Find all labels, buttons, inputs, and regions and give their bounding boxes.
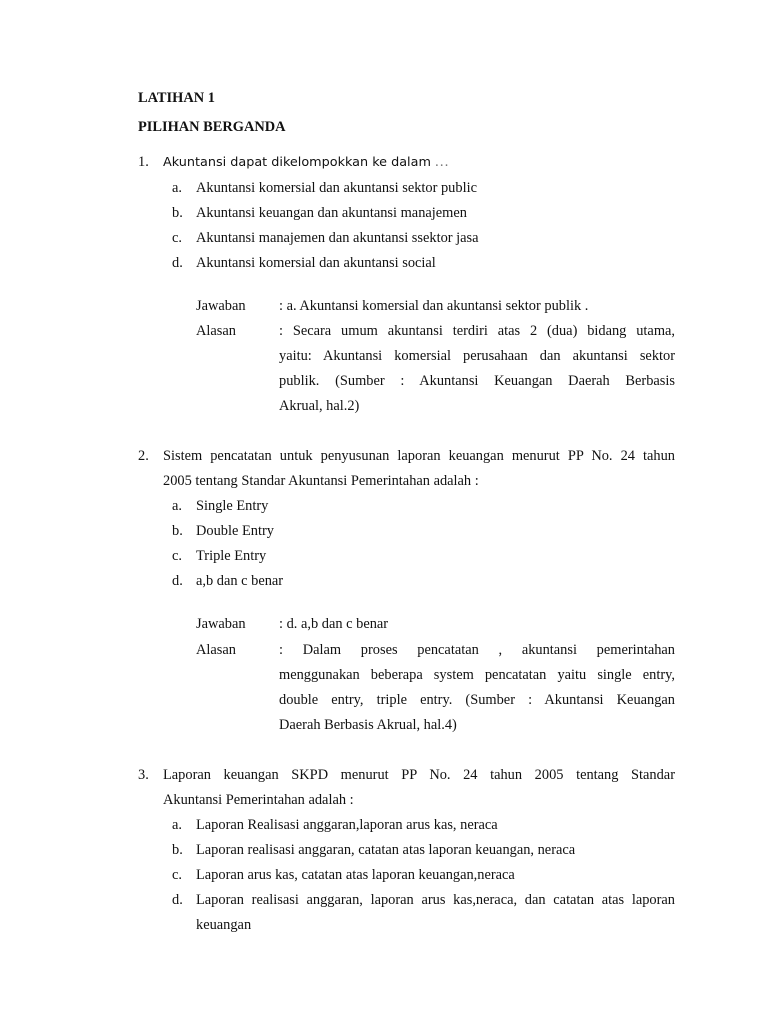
option-text: Laporan realisasi anggaran, catatan atas laporan keuangan, neraca	[196, 842, 576, 858]
option-letter: a.	[172, 180, 182, 196]
reason-label: Alasan	[196, 642, 236, 658]
question-number: 1.	[138, 154, 149, 170]
option-letter: d.	[172, 255, 183, 271]
option-text: Akuntansi manajemen dan akuntansi ssektor jasa	[196, 230, 479, 246]
option-letter: c.	[172, 548, 182, 564]
reason-line: yaitu: Akuntansi komersial perusahaan dan akuntansi sektor	[279, 348, 675, 364]
page-subtitle: PILIHAN BERGANDA	[138, 119, 286, 135]
question-text: Sistem pencatatan untuk penyusunan laporan keuangan menurut PP No. 24 tahun	[163, 448, 675, 464]
question-text: 2005 tentang Standar Akuntansi Pemerintahan adalah :	[163, 473, 479, 489]
option-text: Laporan Realisasi anggaran,laporan arus kas, neraca	[196, 817, 498, 833]
option-text: Laporan realisasi anggaran, laporan arus kas,neraca, dan catatan atas laporan	[196, 892, 675, 908]
question-number: 3.	[138, 767, 149, 783]
option-text: Akuntansi komersial dan akuntansi sektor public	[196, 180, 477, 196]
option-letter: a.	[172, 498, 182, 514]
reason-line: double entry, triple entry. (Sumber : Akuntansi Keuangan	[279, 692, 675, 708]
question-text	[163, 153, 449, 172]
answer-label: Jawaban	[196, 616, 246, 632]
answer-text: : a. Akuntansi komersial dan akuntansi sektor publik .	[279, 298, 589, 314]
reason-line: publik. (Sumber : Akuntansi Keuangan Daerah Berbasis	[279, 373, 675, 389]
reason-line: : Secara umum akuntansi terdiri atas 2 (dua) bidang utama,	[279, 323, 675, 339]
option-letter: d.	[172, 573, 183, 589]
reason-line: menggunakan beberapa system pencatatan yaitu single entry,	[279, 667, 675, 683]
option-text-continuation: keuangan	[196, 917, 252, 933]
reason-line: Daerah Berbasis Akrual, hal.4)	[279, 717, 457, 733]
question-number: 2.	[138, 448, 149, 464]
option-text: Akuntansi komersial dan akuntansi social	[196, 255, 436, 271]
option-text: a,b dan c benar	[196, 573, 284, 589]
option-letter: c.	[172, 867, 182, 883]
reason-line: : Dalam proses pencatatan , akuntansi pemerintahan	[279, 642, 675, 658]
question-ellipsis: …	[434, 154, 449, 170]
option-letter: b.	[172, 205, 183, 221]
answer-label: Jawaban	[196, 298, 246, 314]
question-text: Laporan keuangan SKPD menurut PP No. 24 tahun 2005 tentang Standar	[163, 767, 675, 783]
option-text: Laporan arus kas, catatan atas laporan keuangan,neraca	[196, 867, 515, 883]
option-letter: b.	[172, 842, 183, 858]
option-text: Triple Entry	[196, 548, 267, 564]
option-letter: a.	[172, 817, 182, 833]
question-text: Akuntansi Pemerintahan adalah :	[163, 792, 354, 808]
answer-text: : d. a,b dan c benar	[279, 616, 389, 632]
page-title: LATIHAN 1	[138, 90, 215, 106]
reason-line: Akrual, hal.2)	[279, 398, 360, 414]
option-text: Akuntansi keuangan dan akuntansi manajemen	[196, 205, 467, 221]
option-letter: b.	[172, 523, 183, 539]
question-text-main: Akuntansi dapat dikelompokkan ke dalam	[163, 155, 431, 170]
option-letter: d.	[172, 892, 183, 908]
option-letter: c.	[172, 230, 182, 246]
option-text: Single Entry	[196, 498, 269, 514]
option-text: Double Entry	[196, 523, 274, 539]
reason-label: Alasan	[196, 323, 236, 339]
